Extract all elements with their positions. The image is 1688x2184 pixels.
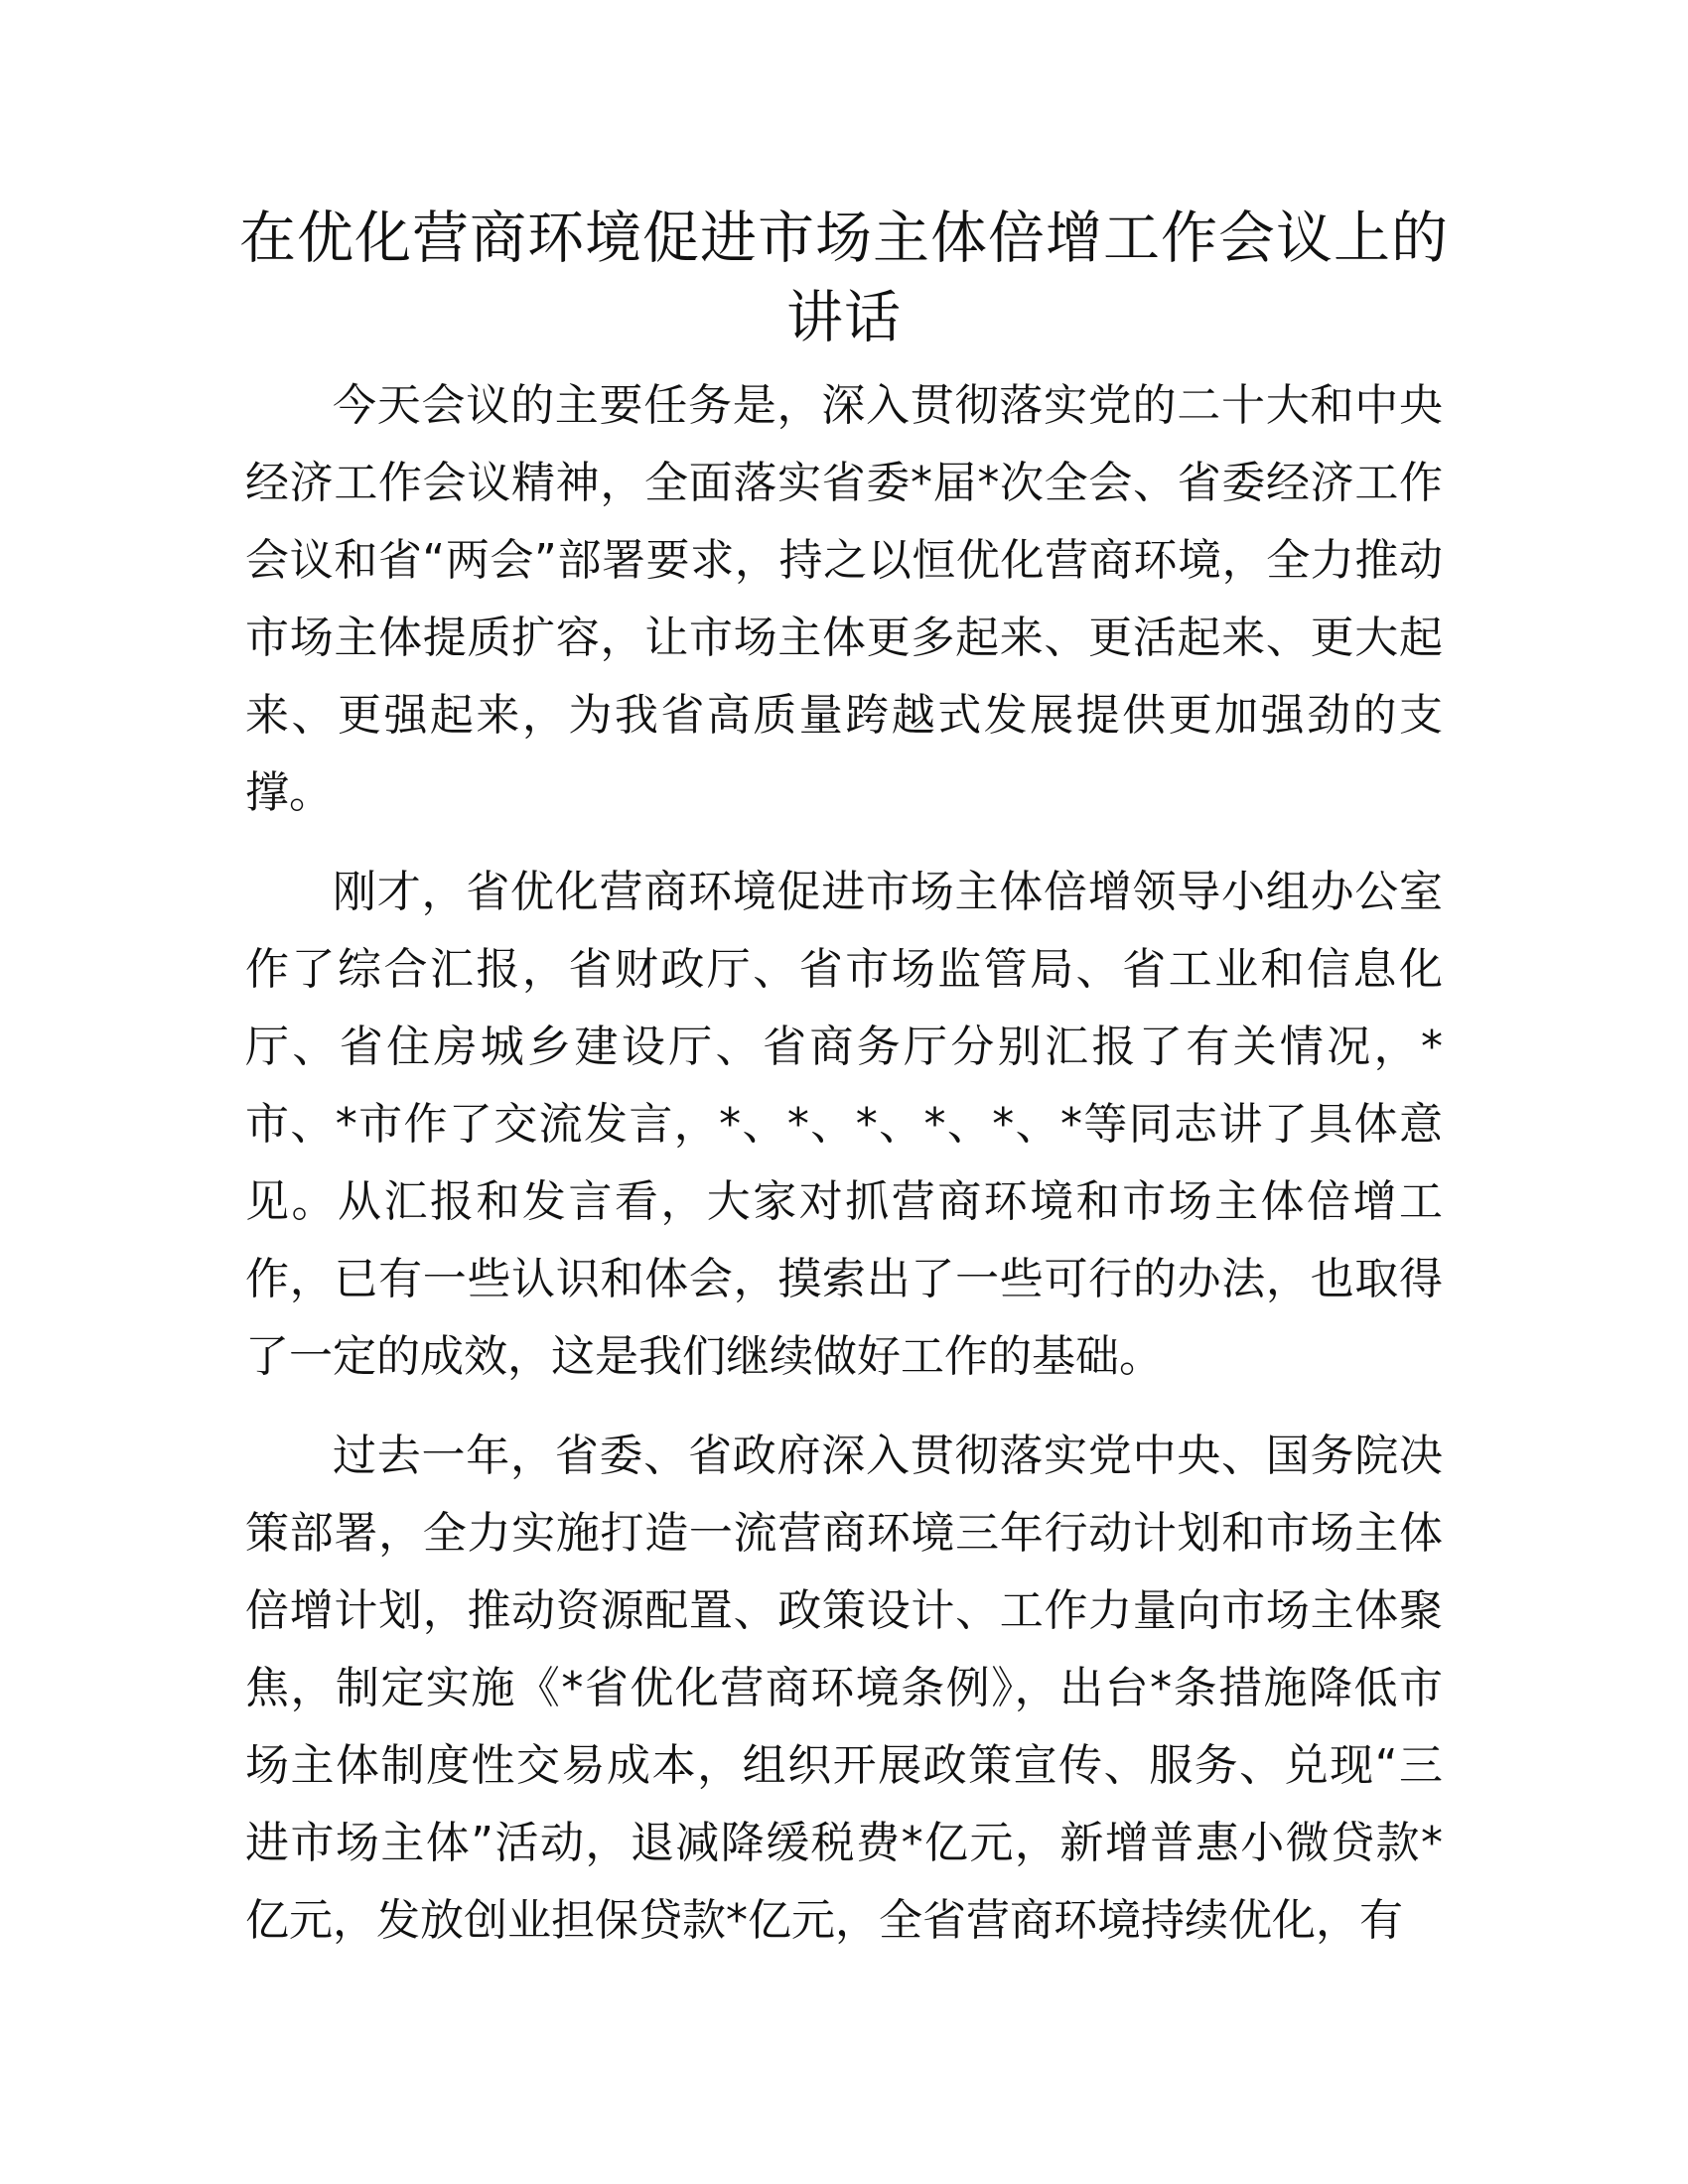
paragraph-3: 过去一年，省委、省政府深入贯彻落实党中央、国务院决策部署，全力实施打造一流营商环境三年行动计划和市场主体倍增计划，推动资源配置、政策设计、工作力量向市场主体聚焦，制定实施《*省优化营商环境条例》，出台*条措施降低市场主体制度性交易成本，组织开展政策宣传、服务、兑现“三进市场主体”活动，退减降缓税费*亿元，新增普惠小微贷款*亿元，发放创业担保贷款*亿元，全省营商环境持续优化，有 [245, 1431, 1443, 1946]
paragraph-1: 今天会议的主要任务是，深入贯彻落实党的二十大和中央经济工作会议精神，全面落实省委*届*次全会、省委经济工作会议和省“两会”部署要求，持之以恒优化营商环境，全力推动市场主体提质扩容，让市场主体更多起来、更活起来、更大起来、更强起来，为我省高质量跨越式发展提供更加强劲的支撑。 [245, 380, 1443, 818]
document-body [245, 367, 1443, 1981]
document-title: 在优化营商环境促进市场主体倍增工作会议上的讲话 [239, 205, 1449, 350]
paragraph-2: 刚才，省优化营商环境促进市场主体倍增领导小组办公室作了综合汇报，省财政厅、省市场监管局、省工业和信息化厅、省住房城乡建设厅、省商务厅分别汇报了有关情况，*市、*市作了交流发言，*、*、*、*、*、*等同志讲了具体意见。从汇报和发言看，大家对抓营商环境和市场主体倍增工作，已有一些认识和体会，摸索出了一些可行的办法，也取得了一定的成效，这是我们继续做好工作的基础。 [245, 867, 1443, 1382]
